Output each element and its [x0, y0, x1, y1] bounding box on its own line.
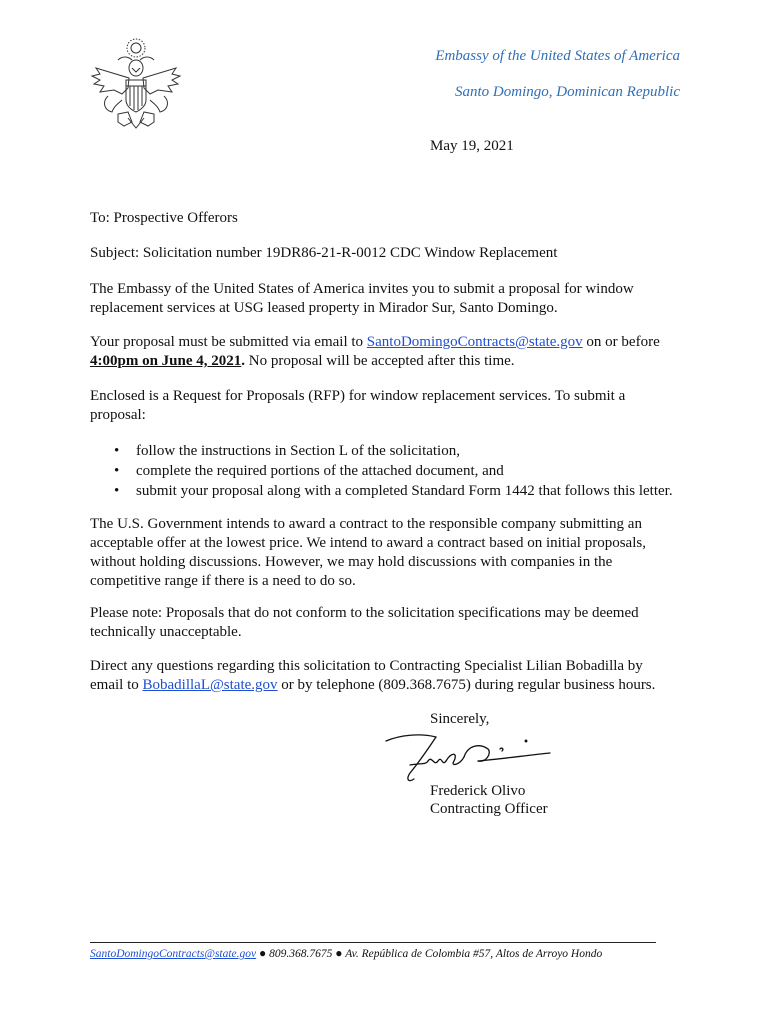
letter-date: May 19, 2021 — [430, 138, 514, 154]
submission-email-link[interactable]: SantoDomingoContracts@state.gov — [366, 334, 583, 350]
closing: Sincerely, — [430, 711, 490, 727]
questions-text-prefix: Direct any questions regarding this solicitation to Contracting Specialist Lilian Bobadilla by email to — [90, 658, 643, 693]
footer-address: Av. República de Colombia #57, Altos de Arroyo Hondo — [345, 948, 603, 960]
questions-text-suffix: or by telephone (809.368.7675) during regular business hours. — [277, 677, 656, 693]
intro-paragraph: The Embassy of the United States of America invites you to submit a proposal for window replacement services at USG leased property in Mirador Sur, Santo Domingo. — [90, 281, 634, 316]
submission-text-prefix: Your proposal must be submitted via email to — [90, 334, 367, 350]
list-item: • complete the required portions of the attached document, and — [90, 461, 710, 481]
embassy-name: Embassy of the United States of America — [435, 48, 680, 64]
subject-line: Subject: Solicitation number 19DR86-21-R-0012 CDC Window Replacement — [90, 245, 558, 261]
separator-dot-icon: ● — [335, 946, 343, 960]
list-item: • submit your proposal along with a completed Standard Form 1442 that follows this letter. — [90, 481, 710, 501]
instructions-list — [90, 441, 710, 501]
footer-divider — [90, 942, 656, 943]
signer-title: Contracting Officer — [430, 801, 548, 817]
submission-paragraph — [90, 333, 690, 371]
submission-deadline: 4:00pm on June 4, 2021 — [90, 353, 242, 369]
deadline-period: . — [241, 353, 246, 369]
submission-text-middle: on or before — [582, 334, 660, 350]
signer-name: Frederick Olivo — [430, 783, 526, 799]
signature-image — [380, 727, 555, 787]
recipient-line: To: Prospective Offerors — [90, 210, 238, 226]
great-seal-icon — [88, 38, 184, 130]
enclosed-paragraph: Enclosed is a Request for Proposals (RFP) for window replacement services. To submit a proposal: — [90, 388, 626, 423]
embassy-location: Santo Domingo, Dominican Republic — [455, 84, 680, 100]
footer-phone: 809.368.7675 — [269, 948, 333, 960]
award-paragraph: The U.S. Government intends to award a contract to the responsible company submitting an acceptable offer at the lowest price. We intend to award a contract based on initial proposals, without holding discussions. However, we may hold discussions with companies in the competitive range if there is a need to do so. — [90, 516, 646, 589]
questions-email-link[interactable]: BobadillaL@state.gov — [142, 677, 278, 693]
separator-dot-icon: ● — [259, 946, 267, 960]
submission-text-suffix: No proposal will be accepted after this time. — [245, 353, 515, 369]
list-item: • follow the instructions in Section L of the solicitation, — [90, 441, 710, 461]
questions-paragraph — [90, 657, 670, 695]
note-paragraph: Please note: Proposals that do not conform to the solicitation specifications may be deemed technically unacceptable. — [90, 605, 639, 640]
footer-email-link[interactable]: SantoDomingoContracts@state.gov — [90, 948, 257, 960]
footer — [90, 946, 602, 961]
